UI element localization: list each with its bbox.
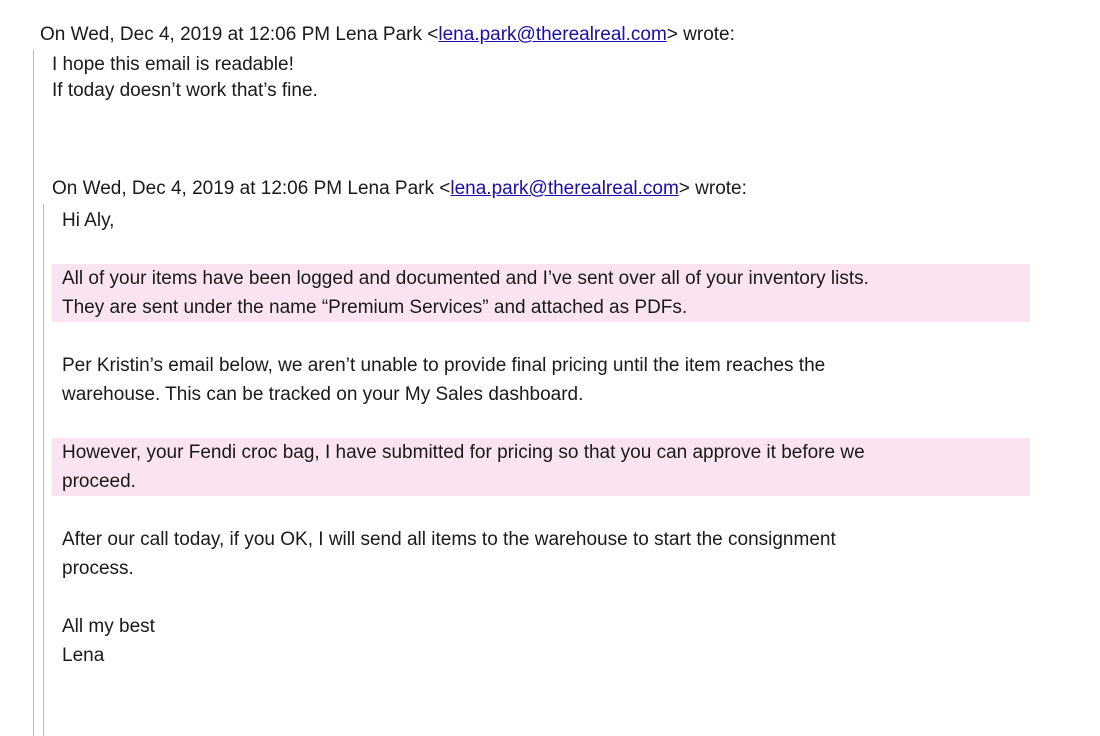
paragraph-line: All of your items have been logged and documented and I’ve sent over all of your inventory lists. [62,268,869,289]
signature: Lena [62,645,105,666]
paragraph-line: Per Kristin’s email below, we aren’t unable to provide final pricing until the item reaches the [62,355,826,376]
outer-header-prefix: On Wed, Dec 4, 2019 at 12:06 PM Lena Park < [40,24,439,45]
inner-quote-header [52,176,747,202]
inner-message-body [52,206,1052,670]
inner-quote-bar [43,204,44,736]
paragraph-line: warehouse. This can be tracked on your My Sales dashboard. [62,384,584,405]
inner-header-suffix: > wrote: [678,178,747,199]
outer-quote-header [40,22,735,48]
paragraph [52,351,1052,409]
outer-message-body [52,52,318,104]
sign-off [52,612,1052,670]
outer-quote-bar [33,50,34,736]
closing: All my best [62,616,155,637]
highlighted-paragraph [52,264,1030,322]
inner-header-prefix: On Wed, Dec 4, 2019 at 12:06 PM Lena Park < [52,178,451,199]
paragraph-line: After our call today, if you OK, I will send all items to the warehouse to start the consignment [62,529,836,550]
outer-sender-email-link[interactable]: lena.park@therealreal.com [438,24,667,45]
paragraph [52,525,1052,583]
outer-header-suffix: > wrote: [666,24,735,45]
inner-sender-email-link[interactable]: lena.park@therealreal.com [450,178,679,199]
highlighted-paragraph [52,438,1030,496]
outer-line: I hope this email is readable! [52,54,294,75]
greeting: Hi Aly, [62,210,115,231]
paragraph-line: However, your Fendi croc bag, I have submitted for pricing so that you can approve it before we [62,442,865,463]
outer-line: If today doesn’t work that’s fine. [52,80,318,101]
paragraph-line: process. [62,558,134,579]
paragraph-line: proceed. [62,471,136,492]
paragraph-line: They are sent under the name “Premium Services” and attached as PDFs. [62,297,688,318]
